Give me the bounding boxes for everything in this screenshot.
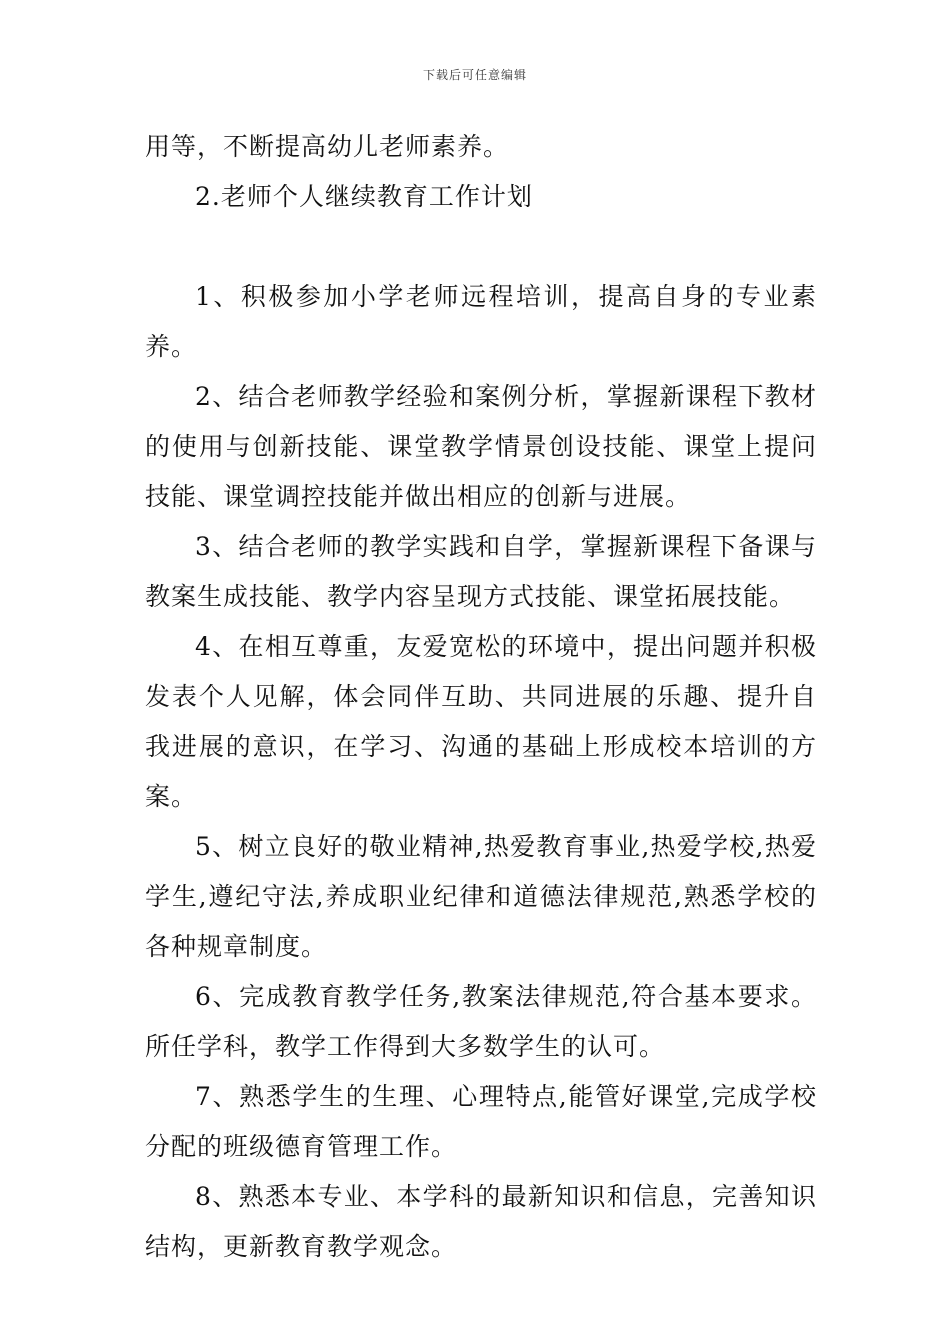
list-item-5: 5、树立良好的敬业精神,热爱教育事业,热爱学校,热爱学生,遵纪守法,养成职业纪律和道德法律规范,熟悉学校的各种规章制度。: [145, 832, 817, 961]
section-heading: 2.老师个人继续教育工作计划: [195, 182, 533, 211]
list-item-1: 1、积极参加小学老师远程培训，提高自身的专业素养。: [145, 282, 817, 361]
document-body: [145, 122, 817, 1272]
paragraph-continuation: 用等，不断提高幼儿老师素养。: [145, 132, 510, 161]
list-item-7: 7、熟悉学生的生理、心理特点,能管好课堂,完成学校分配的班级德育管理工作。: [145, 1082, 817, 1161]
list-item-3: 3、结合老师的教学实践和自学，掌握新课程下备课与教案生成技能、教学内容呈现方式技能、课堂拓展技能。: [145, 532, 817, 611]
list-item-2: 2、结合老师教学经验和案例分析，掌握新课程下教材的使用与创新技能、课堂教学情景创设技能、课堂上提问技能、课堂调控技能并做出相应的创新与进展。: [145, 382, 817, 511]
list-item-6: 6、完成教育教学任务,教案法律规范,符合基本要求。所任学科，教学工作得到大多数学生的认可。: [145, 982, 817, 1061]
blank-line: [145, 222, 817, 272]
list-item-8: 8、熟悉本专业、本学科的最新知识和信息，完善知识结构，更新教育教学观念。: [145, 1182, 817, 1261]
page-header: 下载后可任意编辑: [422, 68, 527, 82]
list-item-4: 4、在相互尊重，友爱宽松的环境中，提出问题并积极发表个人见解，体会同伴互助、共同进展的乐趣、提升自我进展的意识，在学习、沟通的基础上形成校本培训的方案。: [145, 632, 817, 811]
